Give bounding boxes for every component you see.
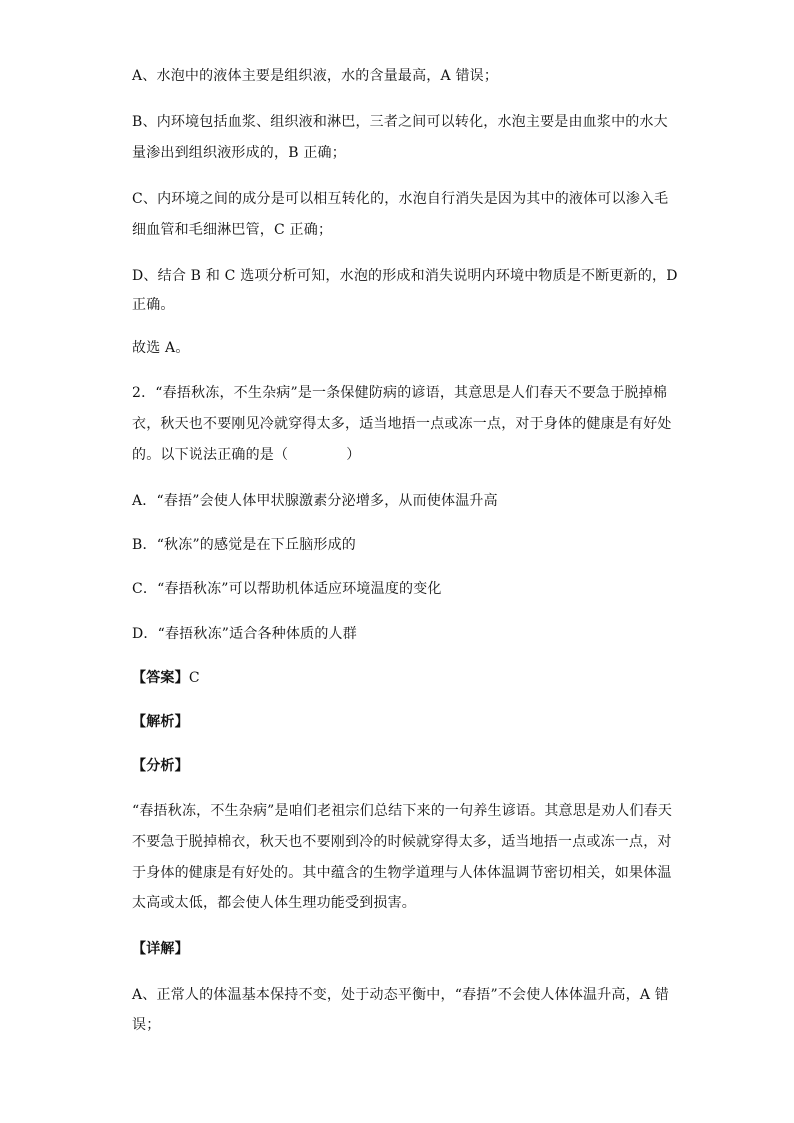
option-a-explanation: A、水泡中的液体主要是组织液，水的含量最高，A 错误； [132,68,499,84]
answer-value: C [188,670,200,686]
answer-line [132,669,672,687]
option-c-explanation-line-1: C、内环境之间的成分是可以相互转化的，水泡自行消失是因为其中的液体可以渗入毛 [132,191,669,207]
question-stem-line-3-end: ） [346,447,361,463]
detail-line-2: 误； [132,1017,161,1033]
question-stem-line-2: 衣，秋天也不要刚见冷就穿得太多，适当地捂一点或冻一点，对于身体的健康是有好处 [132,416,672,432]
option-d-explanation-line-2: 正确。 [132,297,175,313]
choice-c: C．“春捂秋冻”可以帮助机体适应环境温度的变化 [132,581,442,597]
option-c-explanation-line-2: 细血管和毛细淋巴管，C 正确； [132,222,333,238]
option-d-explanation-line-1: D、结合 B 和 C 选项分析可知，水泡的形成和消失说明内环境中物质是不断更新的，D [132,268,678,284]
analysis-line-1: “春捂秋冻，不生杂病”是咱们老祖宗们总结下来的一句养生谚语。其意思是劝人们春天 [132,803,673,819]
option-b-explanation-line-2: 量渗出到组织液形成的，B 正确； [132,145,346,161]
question-stem-line-3-start: 的。以下说法正确的是（ [132,447,289,463]
choice-d: D．“春捂秋冻”适合各种体质的人群 [132,626,357,642]
analysis-heading: 【解析】 [132,714,189,730]
choice-b: B．“秋冻”的感觉是在下丘脑形成的 [132,537,357,553]
analysis-line-2: 不要急于脱掉棉衣，秋天也不要刚到冷的时候就穿得太多，适当地捂一点或冻一点，对 [132,834,672,850]
analysis-line-4: 太高或太低，都会使人体生理功能受到损害。 [132,895,416,911]
answer-label: 【答案】 [132,670,189,686]
detail-heading: 【详解】 [132,941,189,957]
conclusion-text: 故选 A。 [132,340,190,356]
question-stem-line-1: 2．“春捂秋冻，不生杂病”是一条保健防病的谚语，其意思是人们春天不要急于脱掉棉 [132,385,668,401]
choice-a: A．“春捂”会使人体甲状腺激素分泌增多，从而使体温升高 [132,493,498,509]
option-b-explanation-line-1: B、内环境包括血浆、组织液和淋巴，三者之间可以转化，水泡主要是由血浆中的水大 [132,114,668,130]
question-stem-line-3 [132,446,672,464]
fenxi-heading: 【分析】 [132,758,189,774]
analysis-line-3: 于身体的健康是有好处的。其中蕴含的生物学道理与人体体温调节密切相关，如果体温 [132,865,672,881]
detail-line-1: A、正常人的体温基本保持不变，处于动态平衡中，“春捂”不会使人体体温升高，A 错 [132,987,669,1003]
